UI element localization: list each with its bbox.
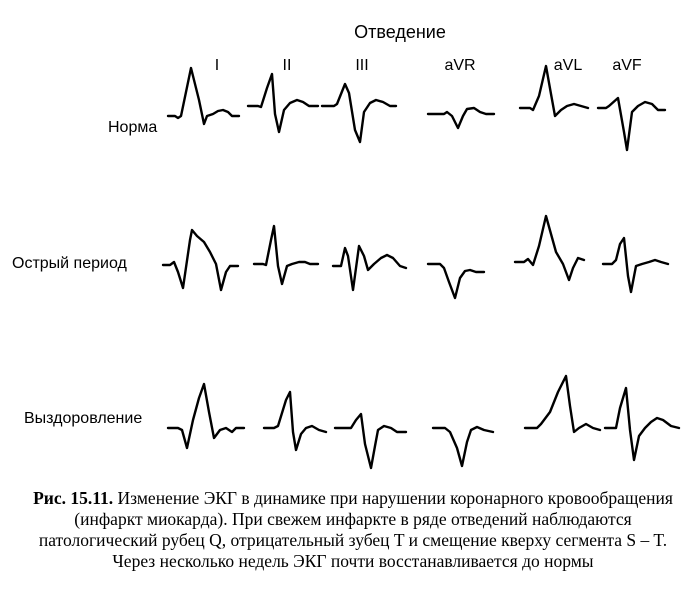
trace-norma-avr [428,108,494,128]
trace-norma-iii [322,84,396,142]
trace-recovery-avl [525,376,600,432]
trace-recovery-avr [433,427,493,466]
lead-label-avf: aVF [612,57,642,74]
trace-acute-avl [515,216,584,280]
lead-label-i: I [214,57,220,74]
diagram-title: Отведение [354,22,446,42]
ecg-row-recovery [168,376,679,468]
row-label-recovery: Выздоровление [24,410,143,427]
ecg-row-norma [168,66,665,150]
lead-label-iii: III [355,57,369,74]
trace-acute-ii [254,226,318,284]
trace-acute-avf [603,238,668,292]
trace-acute-i [163,230,238,290]
ecg-row-acute [163,216,668,298]
figure-caption [28,488,678,572]
figure-caption-text: Изменение ЭКГ в динамике при нарушении коронарного кровообращения (инфаркт миокарда). При свежем инфаркте в ряде отведений наблюдаются патологический рубец Q, отрицательный зубец T и смещение кверху сегмента S – T. Через несколько недель ЭКГ почти восстанавливается до нормы [38,488,673,571]
trace-recovery-avf [605,388,679,460]
lead-label-avl: aVL [553,57,583,74]
lead-label-avr: aVR [444,57,476,74]
trace-acute-avr [428,264,484,298]
lead-label-ii: II [282,57,292,74]
trace-recovery-ii [264,392,326,450]
trace-acute-iii [333,246,406,290]
figure-number: Рис. 15.11. [33,488,114,508]
row-label-acute: Острый период [12,255,127,272]
trace-norma-ii [248,74,318,132]
trace-recovery-iii [335,414,406,468]
trace-recovery-i [168,384,244,448]
trace-norma-avf [598,98,665,150]
trace-norma-i [168,68,239,124]
row-label-norma: Норма [108,119,158,136]
